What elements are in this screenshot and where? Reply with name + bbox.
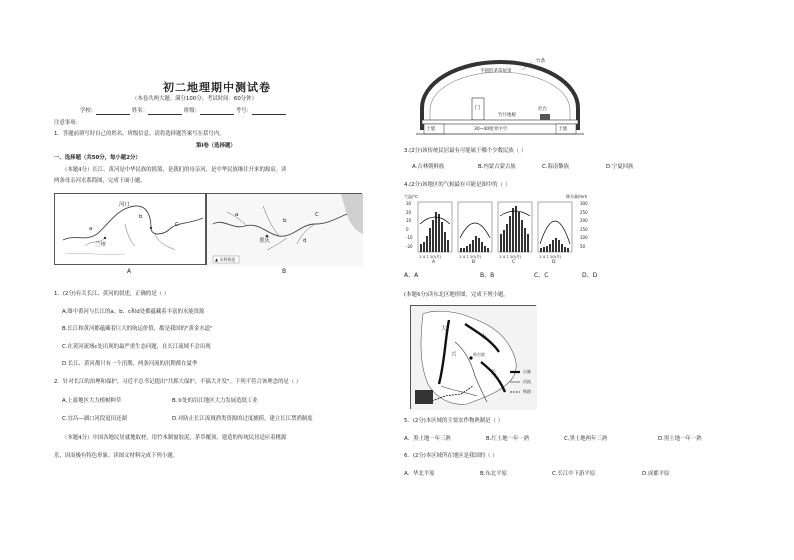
q5-option-a[interactable]: A．黑土地一年三熟 <box>404 436 451 442</box>
q6-options <box>404 471 744 479</box>
intro-line-1: （本题4分）长江、黄河是中华民族的摇篮，是我们的母亲河，是中华民族继往开来的源泉。读 <box>62 167 287 173</box>
map-a-tag-a: a <box>89 226 93 232</box>
q3-options <box>412 164 742 172</box>
ne-map-place-1: 大 <box>441 326 447 332</box>
q2-stem: 2．针对长江的治理和保护，习近平总书记提出"共抓大保护，不搞大开发"。下列不符合该理念的是（ ） <box>54 379 302 385</box>
exam-subtitle: （本卷共两大题；满分100分；考试时间：60分钟） <box>132 96 257 102</box>
climate-left-ylabel: 气温/℃ <box>404 194 418 199</box>
q3-option-a[interactable]: A.吉林朝鲜族 <box>412 164 445 170</box>
house-wall-right-label: 土墙 <box>558 127 567 132</box>
x-ticks-d: 1 4 7 10(月) <box>539 254 562 259</box>
info-fields <box>80 108 286 115</box>
class-label: 班级： <box>183 108 200 114</box>
class-field[interactable] <box>200 109 234 115</box>
map-b-tag-city: 重庆 <box>259 238 270 244</box>
q3-option-d[interactable]: D.宁夏回族 <box>606 164 634 170</box>
map-b-tag-d: d <box>303 238 307 244</box>
house-door-label: 门 <box>475 105 481 111</box>
q2-option-a[interactable]: A.上游地区大力植树种草 <box>62 398 122 404</box>
q1-option-c[interactable]: C.在黄河流域c处出现的最严重生态问题，在长江流域不会出现 <box>62 344 211 350</box>
q1-option-d[interactable]: D.长江、黄河都只有一个汛期，两条河流的汛期都在夏季 <box>62 361 198 367</box>
q4-option-a[interactable]: A、A <box>404 272 419 279</box>
house-wall-left-label: 土墙 <box>426 127 435 132</box>
q5-option-c[interactable]: C.黑土地两年三熟 <box>564 436 608 442</box>
intro-line-2: 两条母亲河水系简图，完成下面小题。 <box>54 178 146 184</box>
page-title: 初二地理期中测试卷 <box>163 81 271 94</box>
passage2-line-1: （本题4分）中国各地民居就地取材，用竹木制窗胶泥，茅草覆顶，建造的传统民居适应着桃源 <box>62 435 287 441</box>
q5-stem: 5．(2分)本区域的主要农作物熟制是（ ） <box>404 418 504 424</box>
q6-option-c[interactable]: C.长江中下游平原 <box>552 471 596 477</box>
ne-map-legend <box>510 368 544 398</box>
x-ticks-c: 1 4 7 10(月) <box>499 254 522 259</box>
q4-option-b[interactable]: B、B <box>480 272 495 279</box>
right-tick-5: 50 <box>580 243 586 249</box>
q4-stem: 4.(2分)该地区的气候最有可能是图中的（ ） <box>404 182 511 188</box>
left-tick-1: 20 <box>406 209 412 215</box>
ne-map-place-2: 小 <box>481 334 487 340</box>
q6-option-a[interactable]: A．华北平原 <box>404 471 435 477</box>
climate-panel-c <box>498 202 532 252</box>
q1-option-a[interactable]: A.图中黄河与长江的a、b、c和d处都蕴藏着丰富的水能资源 <box>62 309 205 315</box>
map-a-tag-river: 河口 <box>119 202 130 208</box>
map-b-tag-a: a <box>235 212 239 218</box>
q3-option-c[interactable]: C.海南黎族 <box>542 164 570 170</box>
yellow-river-map <box>54 193 206 265</box>
x-ticks-b: 1 4 7 10(月) <box>459 254 482 259</box>
map-b-tag-b: b <box>283 218 287 224</box>
climate-right-ylabel: 降水量/mm <box>566 194 588 199</box>
name-field[interactable] <box>148 109 182 115</box>
section-heading: 一、选择题（共50分，每小题2分） <box>54 155 141 161</box>
right-tick-3: 150 <box>580 226 588 232</box>
map-a-tag-c: C <box>175 222 179 228</box>
map-a-tag-b: b <box>139 214 143 220</box>
passage3-line-1: (本题4分)读东北区地形图，完成下列小题。 <box>404 292 509 298</box>
panel-label-c: C <box>512 260 516 265</box>
legend-mountain: 山脉 <box>523 369 531 374</box>
ne-map-place-3: 长 <box>491 370 497 376</box>
house-diagram <box>412 60 588 140</box>
q5-option-d[interactable]: D.黑土地一年一熟 <box>658 436 702 442</box>
right-tick-1: 250 <box>580 209 588 215</box>
map-a-label: A <box>127 268 132 275</box>
q2-option-c[interactable]: C.宜昌—湖口河段退田还湖 <box>62 416 127 422</box>
house-roof-label: 半圆形茅草屋顶 <box>480 69 512 74</box>
q2-option-b[interactable]: B.①处的沿江地区大力发展造纸工业 <box>172 398 258 404</box>
map-a-tag-city: 兰州 <box>95 242 106 248</box>
q3-stem: 3.(2分)该传统民居最有可能属于哪个少数民族（ ） <box>404 148 527 154</box>
ne-map-place-4: 兴 <box>451 352 457 358</box>
q1-stem: 1．(2分)有关长江、黄河的叙述，正确的是（ ） <box>54 291 170 297</box>
notes-item-1: 1．答题前填写好自己的姓名、班级信息，请将选择题答案写在括号内。 <box>54 131 225 137</box>
house-stove-label: 灶台 <box>538 107 547 112</box>
examno-field[interactable] <box>252 109 286 115</box>
climate-panel-b <box>458 202 492 252</box>
left-tick-5: -20 <box>406 243 413 249</box>
house-bamboo-label: 竹条 <box>536 59 545 64</box>
climate-charts <box>404 194 600 270</box>
left-tick-2: 10 <box>406 218 412 223</box>
examno-label: 考号： <box>235 108 252 114</box>
q5-options <box>404 436 744 444</box>
q4-option-c[interactable]: C、C <box>534 272 549 279</box>
q3-option-b[interactable]: B.内蒙古蒙古族 <box>478 164 516 170</box>
ne-map-place-5: 哈尔滨 <box>473 352 485 357</box>
name-label: 姓名： <box>131 108 149 114</box>
map-b-legend: ▲ 水利枢纽 <box>215 257 236 262</box>
legend-rail: 铁路 <box>523 389 531 394</box>
q5-option-b[interactable]: B.红土地一年一熟 <box>486 436 530 442</box>
climate-panel-d <box>538 202 572 252</box>
notes-heading: 注意事项： <box>54 120 81 126</box>
yangtze-river-map <box>206 193 362 265</box>
school-field[interactable] <box>96 109 130 115</box>
right-tick-2: 200 <box>580 218 588 223</box>
panel-label-b: B <box>472 260 476 265</box>
passage2-line-2: 乐，因而极有特色形象。读图文材料完成下列小题。 <box>54 453 178 459</box>
q6-option-b[interactable]: B.东北平原 <box>480 471 507 477</box>
left-tick-0: 30 <box>406 201 412 206</box>
q6-option-d[interactable]: D.成都平原 <box>642 471 670 477</box>
panel-label-d: D <box>552 260 556 265</box>
q1-option-b[interactable]: B.长江和黄河都蕴藏着巨大的航运价值，都是我国的"黄金水道" <box>62 326 213 332</box>
panel-label-a: A <box>432 260 436 265</box>
x-ticks-a: 1 4 7 10(月) <box>419 254 442 259</box>
map-b-label: B <box>282 268 287 275</box>
right-tick-4: 100 <box>580 235 588 240</box>
q2-option-d[interactable]: D.对防止长江流域渔类资源的过度捕捞，建立长江禁渔制度 <box>172 416 313 422</box>
legend-river: 河流 <box>523 379 531 384</box>
left-tick-3: 0 <box>406 226 409 232</box>
map-b-tag-c: C <box>315 212 319 218</box>
climate-panel-a <box>418 202 452 252</box>
q6-stem: 6．(2分)本区域所在地区是我国的（ ） <box>404 453 498 459</box>
school-label: 学校： <box>80 108 97 114</box>
q4-options <box>404 272 654 281</box>
yellow-river-map-drawing <box>55 194 207 266</box>
volume-heading: 第Ⅰ卷（选择题） <box>196 143 236 149</box>
right-tick-0: 300 <box>580 201 588 206</box>
q4-option-d[interactable]: D、D <box>582 272 598 279</box>
house-floor-label: 竹片地板 <box>498 113 516 118</box>
house-space-label: 30~40厘米中空 <box>474 127 508 132</box>
left-tick-4: -10 <box>406 235 413 240</box>
